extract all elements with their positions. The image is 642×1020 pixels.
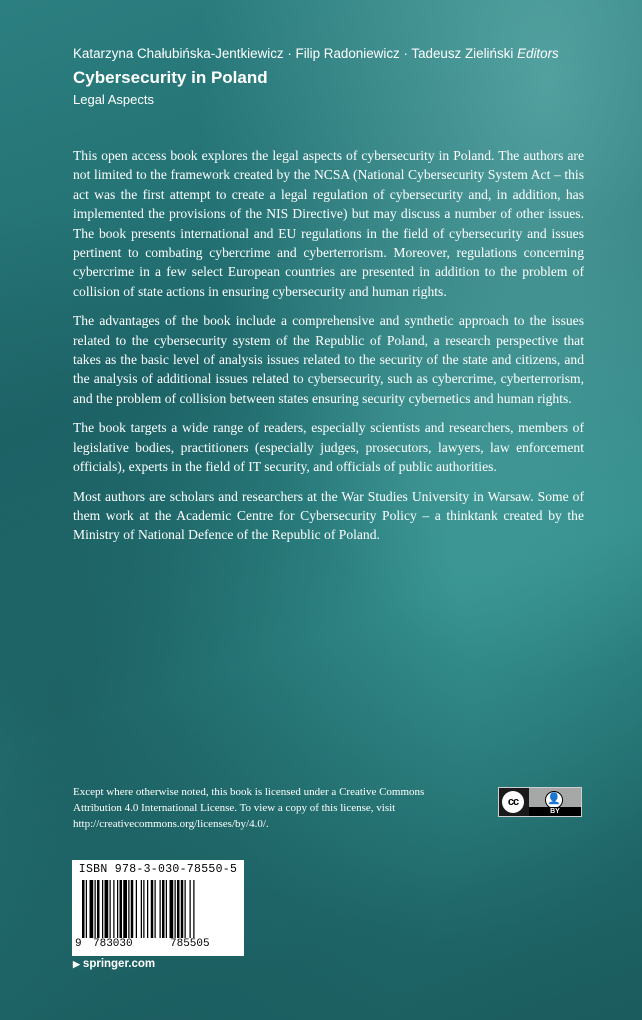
barcode-bar <box>177 880 180 938</box>
barcode-bar <box>166 880 167 938</box>
barcode-bar <box>102 880 103 938</box>
blurb <box>73 146 584 555</box>
blurb-paragraph: Most authors are scholars and researchers at the War Studies University in Warsaw. Some of them work at the Academic Centre for Cybersecurity Policy – a thinktank created by the Ministry of National Defence of the Republic of Poland. <box>73 488 584 543</box>
editors-line <box>73 44 593 64</box>
barcode-bar <box>131 880 134 938</box>
book-title: Cybersecurity in Poland <box>73 68 268 87</box>
barcode-digits-right: 785505 <box>170 938 210 950</box>
blurb-paragraph: The advantages of the book include a comprehensive and synthetic approach to the issues related to the cybersecurity system of the Republic of Poland, a research perspective that takes as the basic level of analysis issues related to the security of the state and citizens, and the analysis of additional issues related to cybersecurity, such as cybercrime, cyberterrorism, and the problem of collision between states ensuring security cybernetics and human rights. <box>73 313 584 406</box>
barcode-bar <box>151 880 154 938</box>
publisher-link[interactable] <box>73 958 155 970</box>
attribution-person-icon: 👤 <box>545 791 563 809</box>
barcode-bar <box>190 880 191 938</box>
barcode-bar <box>170 880 174 938</box>
barcode-bar <box>193 880 194 938</box>
barcode-bar <box>90 880 94 938</box>
cc-by-license-badge[interactable] <box>498 787 582 817</box>
barcode-bar <box>147 880 148 938</box>
book-header <box>73 44 593 109</box>
editors-label: Editors <box>517 46 559 61</box>
barcode-bar <box>155 880 156 938</box>
barcode-bar <box>128 880 129 938</box>
book-subtitle: Legal Aspects <box>73 92 154 107</box>
isbn-number: ISBN 978-3-030-78550-5 <box>78 863 238 876</box>
barcode-bar <box>86 880 87 938</box>
barcode-bar <box>105 880 109 938</box>
barcode-bar <box>82 880 85 938</box>
barcode-bar <box>136 880 137 938</box>
barcode-bar <box>162 880 165 938</box>
license-notice: Except where otherwise noted, this book is licensed under a Creative Commons Attribution 4.0 International License. To view a copy of this license, visit http://creativecommons.org/licenses/by/4.0/. <box>73 786 425 830</box>
barcode-digit-first: 9 <box>75 938 82 950</box>
cc-by-label: BY <box>529 807 581 816</box>
barcode-bar <box>181 880 184 938</box>
barcode-bar <box>143 880 144 938</box>
publisher-name: springer.com <box>82 958 156 970</box>
cc-logo-icon: cc <box>502 791 524 813</box>
barcode-bar <box>185 880 186 938</box>
barcode-bar <box>95 880 96 938</box>
barcode-bar <box>175 880 176 938</box>
triangle-right-icon: ▶ <box>73 959 80 969</box>
barcode-bar <box>117 880 118 938</box>
barcode-bar <box>97 880 100 938</box>
barcode-bar <box>160 880 161 938</box>
editors-names: Katarzyna Chałubińska-Jentkiewicz · Filip Radoniewicz · Tadeusz Zieliński <box>73 46 514 61</box>
barcode-bar <box>123 880 127 938</box>
barcode-bar <box>110 880 111 938</box>
blurb-paragraph: This open access book explores the legal aspects of cybersecurity in Poland. The authors are not limited to the framework created by the NCSA (National Cybersecurity System Act – this act was the first attempt to create a legal regulation of cybersecurity and, in addition, has implemented the provisions of the NIS Directive) but may discuss a number of other issues. The book presents international and EU regulations in the field of cybersecurity and issues pertinent to combating cybercrime and cyberterrorism. Moreover, regulations concerning cybercrime in a few select European countries are presented in addition to the problem of collision of state actions in ensuring cybersecurity and human rights. <box>73 148 584 299</box>
isbn-barcode <box>72 860 244 956</box>
barcode-bar <box>113 880 114 938</box>
barcode-bars <box>82 880 234 940</box>
barcode-bar <box>141 880 142 938</box>
blurb-paragraph: The book targets a wide range of readers, especially scientists and researchers, members of legislative bodies, practitioners (especially judges, prosecutors, lawyers, law enforcement officials), experts in the field of IT security, and officials of public authorities. <box>73 420 584 475</box>
barcode-bar <box>120 880 123 938</box>
barcode-digits-left: 783030 <box>93 938 133 950</box>
